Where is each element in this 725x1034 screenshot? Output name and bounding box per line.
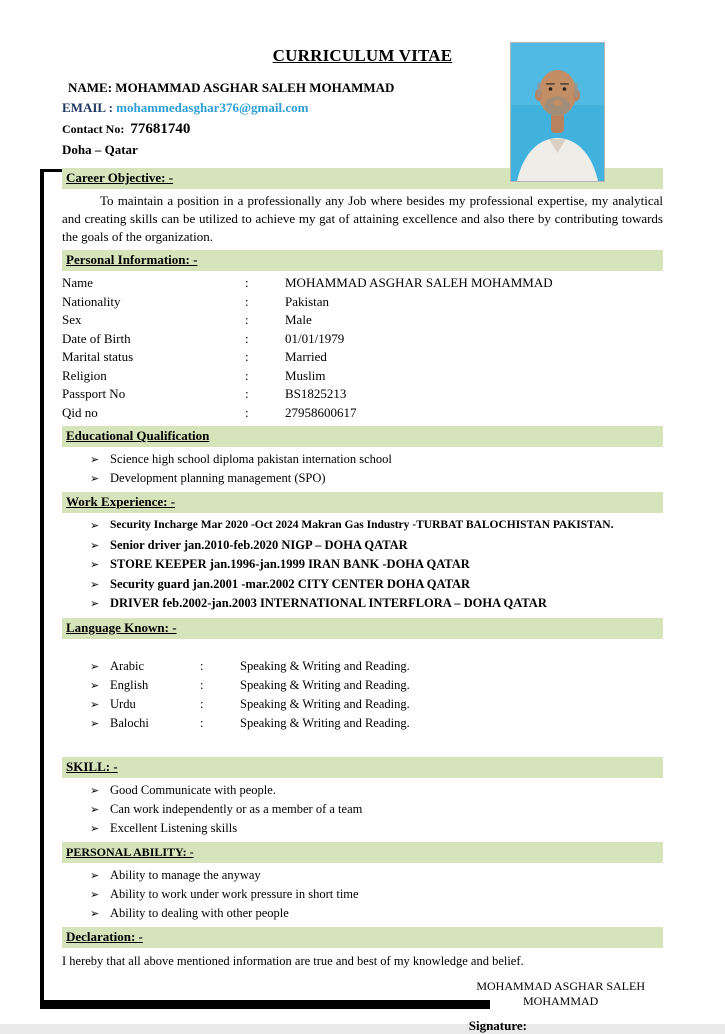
arrow-bullet-icon: ➢ [90, 802, 100, 816]
cv-content [62, 46, 663, 1034]
education-heading: Educational Qualification [66, 428, 210, 443]
ability-item-text: Ability to work under work pressure in short time [110, 886, 359, 901]
signature-name-line1: MOHAMMAD ASGHAR SALEH [476, 978, 645, 993]
language-name: Balochi [110, 715, 149, 730]
list-item [62, 866, 663, 885]
ability-item-text: Ability to manage the anyway [110, 867, 261, 882]
work-item-text: STORE KEEPER jan.1996-jan.1999 IRAN BANK -DOHA QATAR [110, 557, 470, 571]
education-item-text: Science high school diploma pakistan internation school [110, 452, 392, 466]
language-proficiency: Speaking & Writing and Reading. [240, 658, 410, 673]
arrow-bullet-icon: ➢ [90, 597, 100, 610]
personal-ability-heading: PERSONAL ABILITY: - [66, 844, 194, 859]
arrow-bullet-icon: ➢ [90, 716, 100, 730]
languages-list [62, 657, 663, 733]
pi-label: Sex [62, 312, 82, 327]
skill-item-text: Can work independently or as a member of a team [110, 801, 363, 816]
pi-colon: : [245, 404, 249, 420]
arrow-bullet-icon: ➢ [90, 472, 100, 485]
work-item-text: Security guard jan.2001 -mar.2002 CITY CENTER DOHA QATAR [110, 576, 471, 591]
signature-name [476, 979, 645, 1009]
skills-heading: SKILL: - [66, 758, 118, 774]
list-item [62, 819, 663, 838]
personal-ability-list [62, 866, 663, 923]
personal-info-row [62, 293, 663, 312]
pi-value: BS1825213 [285, 386, 347, 401]
arrow-bullet-icon: ➢ [90, 453, 100, 466]
pi-value: Married [285, 349, 327, 364]
section-bar-skills [62, 757, 663, 778]
list-item [62, 885, 663, 904]
section-bar-declaration [62, 927, 663, 948]
pi-colon: : [245, 293, 249, 309]
pi-value: MOHAMMAD ASGHAR SALEH MOHAMMAD [285, 275, 553, 290]
section-bar-languages [62, 618, 663, 639]
declaration-text: I hereby that all above mentioned information are true and best of my knowledge and belief. [62, 953, 524, 968]
pi-label: Nationality [62, 293, 121, 309]
pi-value: 01/01/1979 [285, 330, 345, 346]
list-item [62, 536, 663, 556]
applicant-name-line: NAME: MOHAMMAD ASGHAR SALEH MOHAMMAD [68, 80, 395, 95]
arrow-bullet-icon: ➢ [90, 821, 100, 835]
pi-value: Muslim [285, 367, 326, 383]
personal-information-table [62, 274, 663, 422]
pi-label: Religion [62, 367, 107, 383]
arrow-bullet-icon: ➢ [90, 538, 100, 552]
pi-label: Name [62, 275, 94, 290]
language-colon: : [200, 696, 204, 711]
language-row [62, 657, 663, 676]
work-item-text: Security Incharge Mar 2020 -Oct 2024 Makran Gas Industry -TURBAT BALOCHISTAN PAKISTAN. [110, 519, 614, 531]
pi-colon: : [245, 330, 249, 346]
personal-info-row [62, 404, 663, 423]
list-item [62, 469, 663, 488]
contact-label: Contact No: [62, 122, 125, 136]
work-item-text: DRIVER feb.2002-jan.2003 INTERNATIONAL INTERFLORA – DOHA QATAR [110, 596, 547, 610]
email-label: EMAIL : [62, 100, 113, 115]
email-link[interactable]: mohammedasghar376@gmail.com [116, 100, 309, 115]
skill-item-text: Excellent Listening skills [110, 820, 238, 835]
section-bar-work-experience [62, 492, 663, 513]
page-title: CURRICULUM VITAE [272, 46, 453, 65]
language-name: Arabic [110, 658, 145, 673]
education-item-text: Development planning management (SPO) [110, 471, 326, 485]
declaration-heading: Declaration: - [66, 928, 143, 944]
applicant-photo-drawing [511, 43, 604, 181]
arrow-bullet-icon: ➢ [90, 697, 100, 711]
location: Doha – Qatar [62, 142, 138, 157]
arrow-bullet-icon: ➢ [90, 887, 100, 901]
personal-info-row [62, 330, 663, 349]
language-row [62, 676, 663, 695]
work-item-text: Senior driver jan.2010-feb.2020 NIGP – DOHA QATAR [110, 537, 408, 552]
signature-name-line2: MOHAMMAD [522, 993, 599, 1008]
list-item [62, 594, 663, 614]
language-row [62, 714, 663, 733]
language-name: English [110, 677, 149, 692]
personal-info-row [62, 274, 663, 293]
arrow-bullet-icon: ➢ [90, 906, 100, 920]
signature-label: Signature: [468, 1017, 527, 1033]
work-experience-heading: Work Experience: - [66, 494, 176, 509]
section-bar-personal-information [62, 250, 663, 271]
pi-colon: : [245, 349, 249, 364]
language-name: Urdu [110, 696, 136, 711]
language-row [62, 695, 663, 714]
skills-list [62, 781, 663, 838]
arrow-bullet-icon: ➢ [90, 783, 100, 797]
arrow-bullet-icon: ➢ [90, 558, 100, 571]
list-item [62, 575, 663, 595]
ability-item-text: Ability to dealing with other people [110, 905, 289, 920]
arrow-bullet-icon: ➢ [90, 678, 100, 692]
list-item [62, 555, 663, 575]
pi-colon: : [245, 275, 249, 290]
pi-colon: : [245, 367, 249, 383]
arrow-bullet-icon: ➢ [90, 868, 100, 882]
list-item [62, 800, 663, 819]
pi-label: Qid no [62, 404, 98, 420]
pi-value: Pakistan [285, 293, 330, 309]
list-item [62, 450, 663, 469]
contact-number: 77681740 [130, 121, 191, 137]
education-list [62, 450, 663, 488]
pi-value: Male [285, 312, 312, 327]
pi-value: 27958600617 [285, 404, 357, 420]
personal-information-heading: Personal Information: - [66, 252, 198, 267]
personal-info-row [62, 348, 663, 367]
language-colon: : [200, 677, 204, 692]
page-border-left [40, 170, 44, 1008]
list-item [62, 516, 663, 536]
applicant-photo [510, 42, 605, 182]
list-item [62, 904, 663, 923]
section-bar-education [62, 426, 663, 447]
language-proficiency: Speaking & Writing and Reading. [240, 715, 410, 730]
personal-info-row [62, 311, 663, 330]
signature-block [62, 979, 663, 1034]
arrow-bullet-icon: ➢ [90, 577, 100, 591]
pi-colon: : [245, 386, 249, 401]
languages-heading: Language Known: - [66, 619, 177, 635]
arrow-bullet-icon: ➢ [90, 519, 100, 532]
pi-colon: : [245, 312, 249, 327]
pi-label: Marital status [62, 349, 134, 364]
skill-item-text: Good Communicate with people. [110, 782, 276, 797]
list-item [62, 781, 663, 800]
pi-label: Date of Birth [62, 330, 131, 346]
personal-info-row [62, 367, 663, 386]
section-bar-personal-ability [62, 842, 663, 863]
arrow-bullet-icon: ➢ [90, 659, 100, 673]
pi-label: Passport No [62, 386, 126, 401]
language-proficiency: Speaking & Writing and Reading. [240, 696, 410, 711]
career-objective-heading: Career Objective: - [66, 170, 174, 185]
language-colon: : [200, 658, 204, 673]
language-colon: : [200, 715, 204, 730]
career-objective-text: To maintain a position in a professionally any Job where besides my professional expertise, my analytical and creating skills can be utilized to achieve my gat of attaining excellence and also there by contributing towards the goals of the organization. [62, 193, 663, 244]
work-experience-list [62, 516, 663, 614]
personal-info-row [62, 385, 663, 404]
language-proficiency: Speaking & Writing and Reading. [240, 677, 410, 692]
